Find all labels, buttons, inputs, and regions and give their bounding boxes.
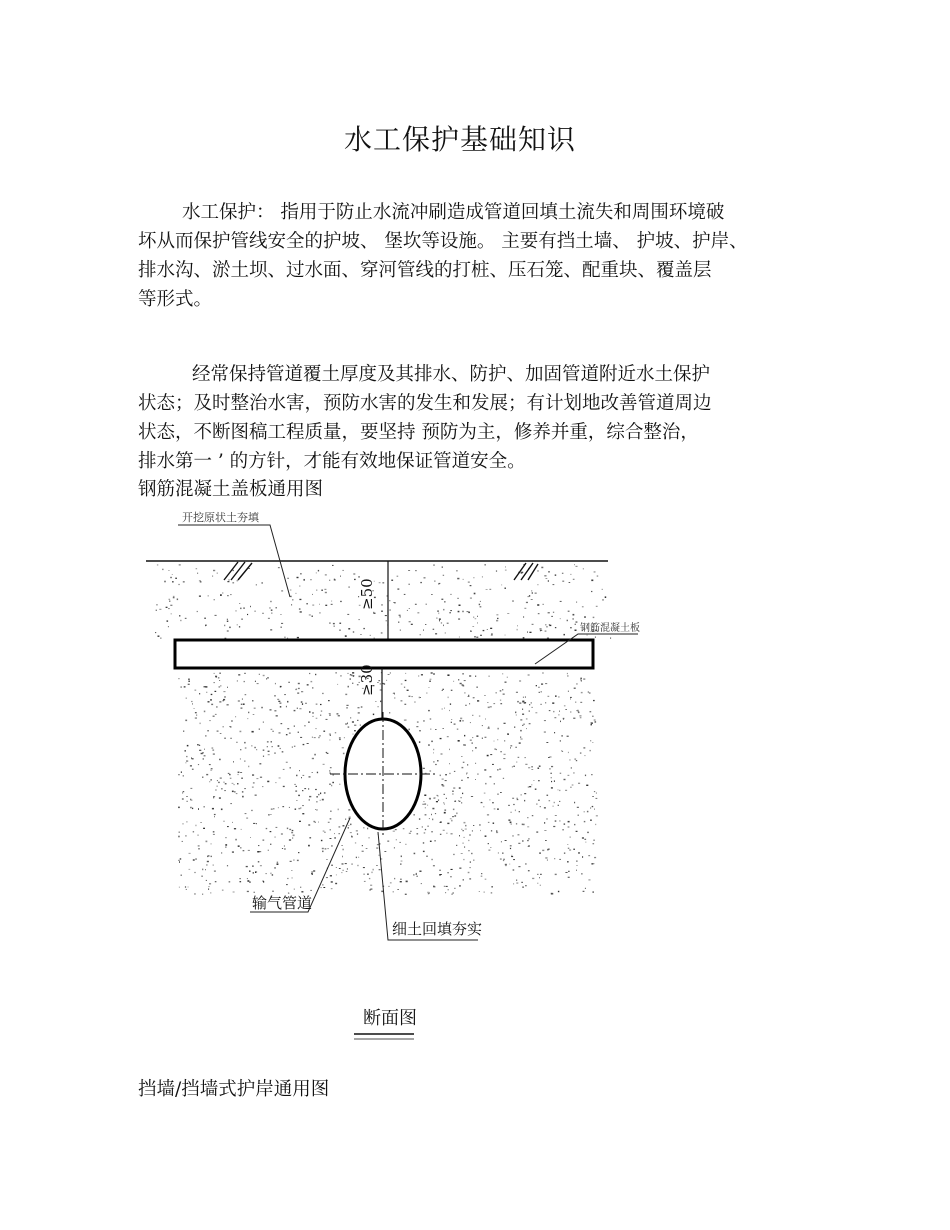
label-fill: 细土回填夯实 [392,920,483,938]
page-title: 水工保护基础知识 [343,123,576,156]
ground-hatch-marks [224,562,538,580]
paragraph-line: 经常保持管道覆土厚度及其排水、防护、加固管道附近水土保护 [192,364,711,385]
paragraph-line: 等形式。 [138,289,213,310]
figure-caption-retaining-wall: 挡墙/挡墙式护岸通用图 [138,1079,330,1100]
dimension-top: ≥50 [358,578,376,610]
dimension-mid: ≥30 [358,664,376,696]
section-title: 断面图 [363,1008,417,1029]
label-slab: 钢筋混凝土板 [580,623,640,634]
label-pipe: 输气管道 [252,894,313,912]
paragraph-line: 水工保护： 指用于防止水流冲刷造成管道回填土流失和周围环境破 [182,202,725,223]
paragraph-line: 坏从而保护管线安全的护坡、 堡坎等设施。 主要有挡土墙、 护坡、护岸、 [138,231,748,252]
concrete-slab [175,640,593,668]
paragraph-line: 排水第一 ’ 的方针，才能有效地保证管道安全。 [138,451,526,472]
paragraph-line: 排水沟、淤土坝、过水面、穿河管线的打桩、压石笼、配重块、覆盖层 [138,260,712,281]
paragraph-line: 状态；及时整治水害，预防水害的发生和发展；有计划地改善管道周边 [138,393,712,414]
label-backfill-top: 开挖原状土夯填 [182,511,259,524]
figure-caption-cover-slab: 钢筋混凝土盖板通用图 [138,479,324,500]
cover-slab-section-drawing [130,500,650,1050]
paragraph-definition [138,198,828,314]
paragraph-maintenance [138,360,828,476]
paragraph-line: 状态，不断图稿工程质量，要坚持 预防为主，修养并重，综合整治， [138,422,699,443]
